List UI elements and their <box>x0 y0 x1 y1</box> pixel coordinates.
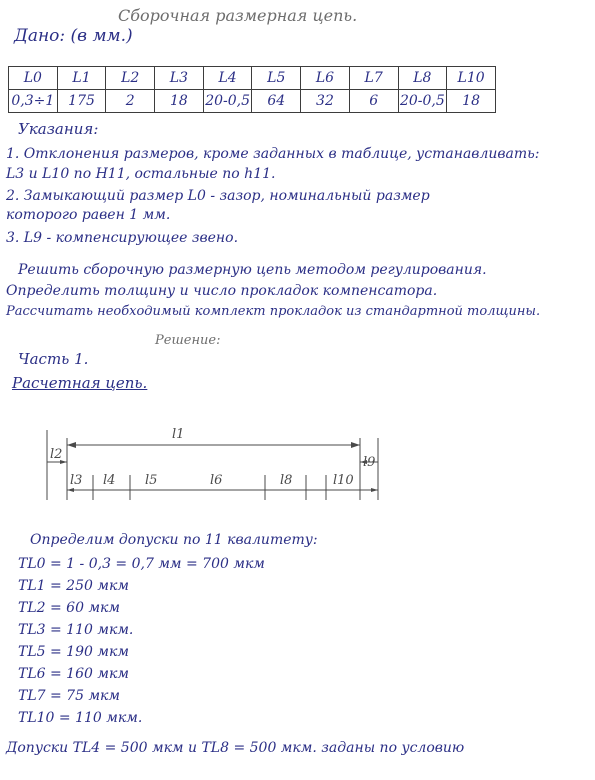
table-header-cell: L5 <box>252 67 301 90</box>
arrow-head <box>67 488 74 492</box>
task-line-3: Рассчитать необходимый комплект прокладок из стандартной толщины. <box>6 304 541 319</box>
table-header-cell: L1 <box>57 67 106 90</box>
part-heading: Часть 1. <box>18 350 89 368</box>
table-header-cell: L7 <box>349 67 398 90</box>
tolerance-l2: TL2 = 60 мкм <box>18 600 121 616</box>
tolerances-footer: Допуски TL4 = 500 мкм и TL8 = 500 мкм. заданы по условию <box>6 740 465 756</box>
page-title: Сборочная размерная цепь. <box>118 6 358 25</box>
table-value-cell: 2 <box>106 90 155 113</box>
tolerance-l0: TL0 = 1 - 0,3 = 0,7 мм = 700 мкм <box>18 556 265 572</box>
tolerance-l7: TL7 = 75 мкм <box>18 688 121 704</box>
instructions-heading: Указания: <box>18 120 99 138</box>
table-header-row <box>9 67 496 90</box>
tolerance-l6: TL6 = 160 мкм <box>18 666 129 682</box>
tolerance-l1: TL1 = 250 мкм <box>18 578 129 594</box>
table-header-cell: L10 <box>447 67 496 90</box>
table-header-cell: L3 <box>155 67 204 90</box>
table-header-cell: L6 <box>301 67 350 90</box>
table-header-cell: L0 <box>9 67 58 90</box>
instruction-1-line-2: L3 и L10 по H11, остальные по h11. <box>6 166 276 182</box>
tolerance-l10: TL10 = 110 мкм. <box>18 710 143 726</box>
arrow-head <box>67 442 76 448</box>
solution-heading: Решение: <box>155 333 221 348</box>
instruction-3: 3. L9 - компенсирующее звено. <box>6 230 239 246</box>
tolerance-l5: TL5 = 190 мкм <box>18 644 129 660</box>
table-header-cell: L4 <box>203 67 252 90</box>
table-value-cell: 32 <box>301 90 350 113</box>
tolerances-heading: Определим допуски по 11 квалитету: <box>30 532 318 548</box>
task-line-2: Определить толщину и число прокладок компенсатора. <box>6 283 438 299</box>
table-value-cell: 6 <box>349 90 398 113</box>
table-value-cell: 64 <box>252 90 301 113</box>
table-value-cell: 20-0,5 <box>203 90 252 113</box>
table-value-cell: 18 <box>155 90 204 113</box>
label-l4: l4 <box>103 473 116 488</box>
table-value-cell: 0,3÷1 <box>9 90 58 113</box>
given-label: Дано: (в мм.) <box>14 26 133 46</box>
instruction-2-line-1: 2. Замыкающий размер L0 - зазор, номинальный размер <box>6 188 430 204</box>
scheme-heading: Расчетная цепь. <box>12 374 148 392</box>
table-value-cell: 18 <box>447 90 496 113</box>
label-l5: l5 <box>145 473 158 488</box>
table-value-cell: 175 <box>57 90 106 113</box>
label-l10: l10 <box>333 473 354 488</box>
tolerance-l3: TL3 = 110 мкм. <box>18 622 134 638</box>
instruction-1-line-1: 1. Отклонения размеров, кроме заданных в таблице, устанавливать: <box>6 146 540 162</box>
label-l6: l6 <box>210 473 223 488</box>
instruction-2-line-2: которого равен 1 мм. <box>6 207 171 223</box>
label-l8: l8 <box>280 473 293 488</box>
table-header-cell: L2 <box>106 67 155 90</box>
label-l3: l3 <box>70 473 83 488</box>
arrow-head <box>351 442 360 448</box>
label-l9: l9 <box>363 455 376 470</box>
label-l2: l2 <box>50 447 63 462</box>
table-value-cell: 20-0,5 <box>398 90 447 113</box>
task-line-1: Решить сборочную размерную цепь методом регулирования. <box>18 262 487 278</box>
table-value-row <box>9 90 496 113</box>
table-header-cell: L8 <box>398 67 447 90</box>
dimensions-table <box>8 66 496 113</box>
label-l1: l1 <box>172 427 185 442</box>
arrow-head <box>371 488 378 492</box>
dimension-chain-diagram <box>0 420 595 500</box>
